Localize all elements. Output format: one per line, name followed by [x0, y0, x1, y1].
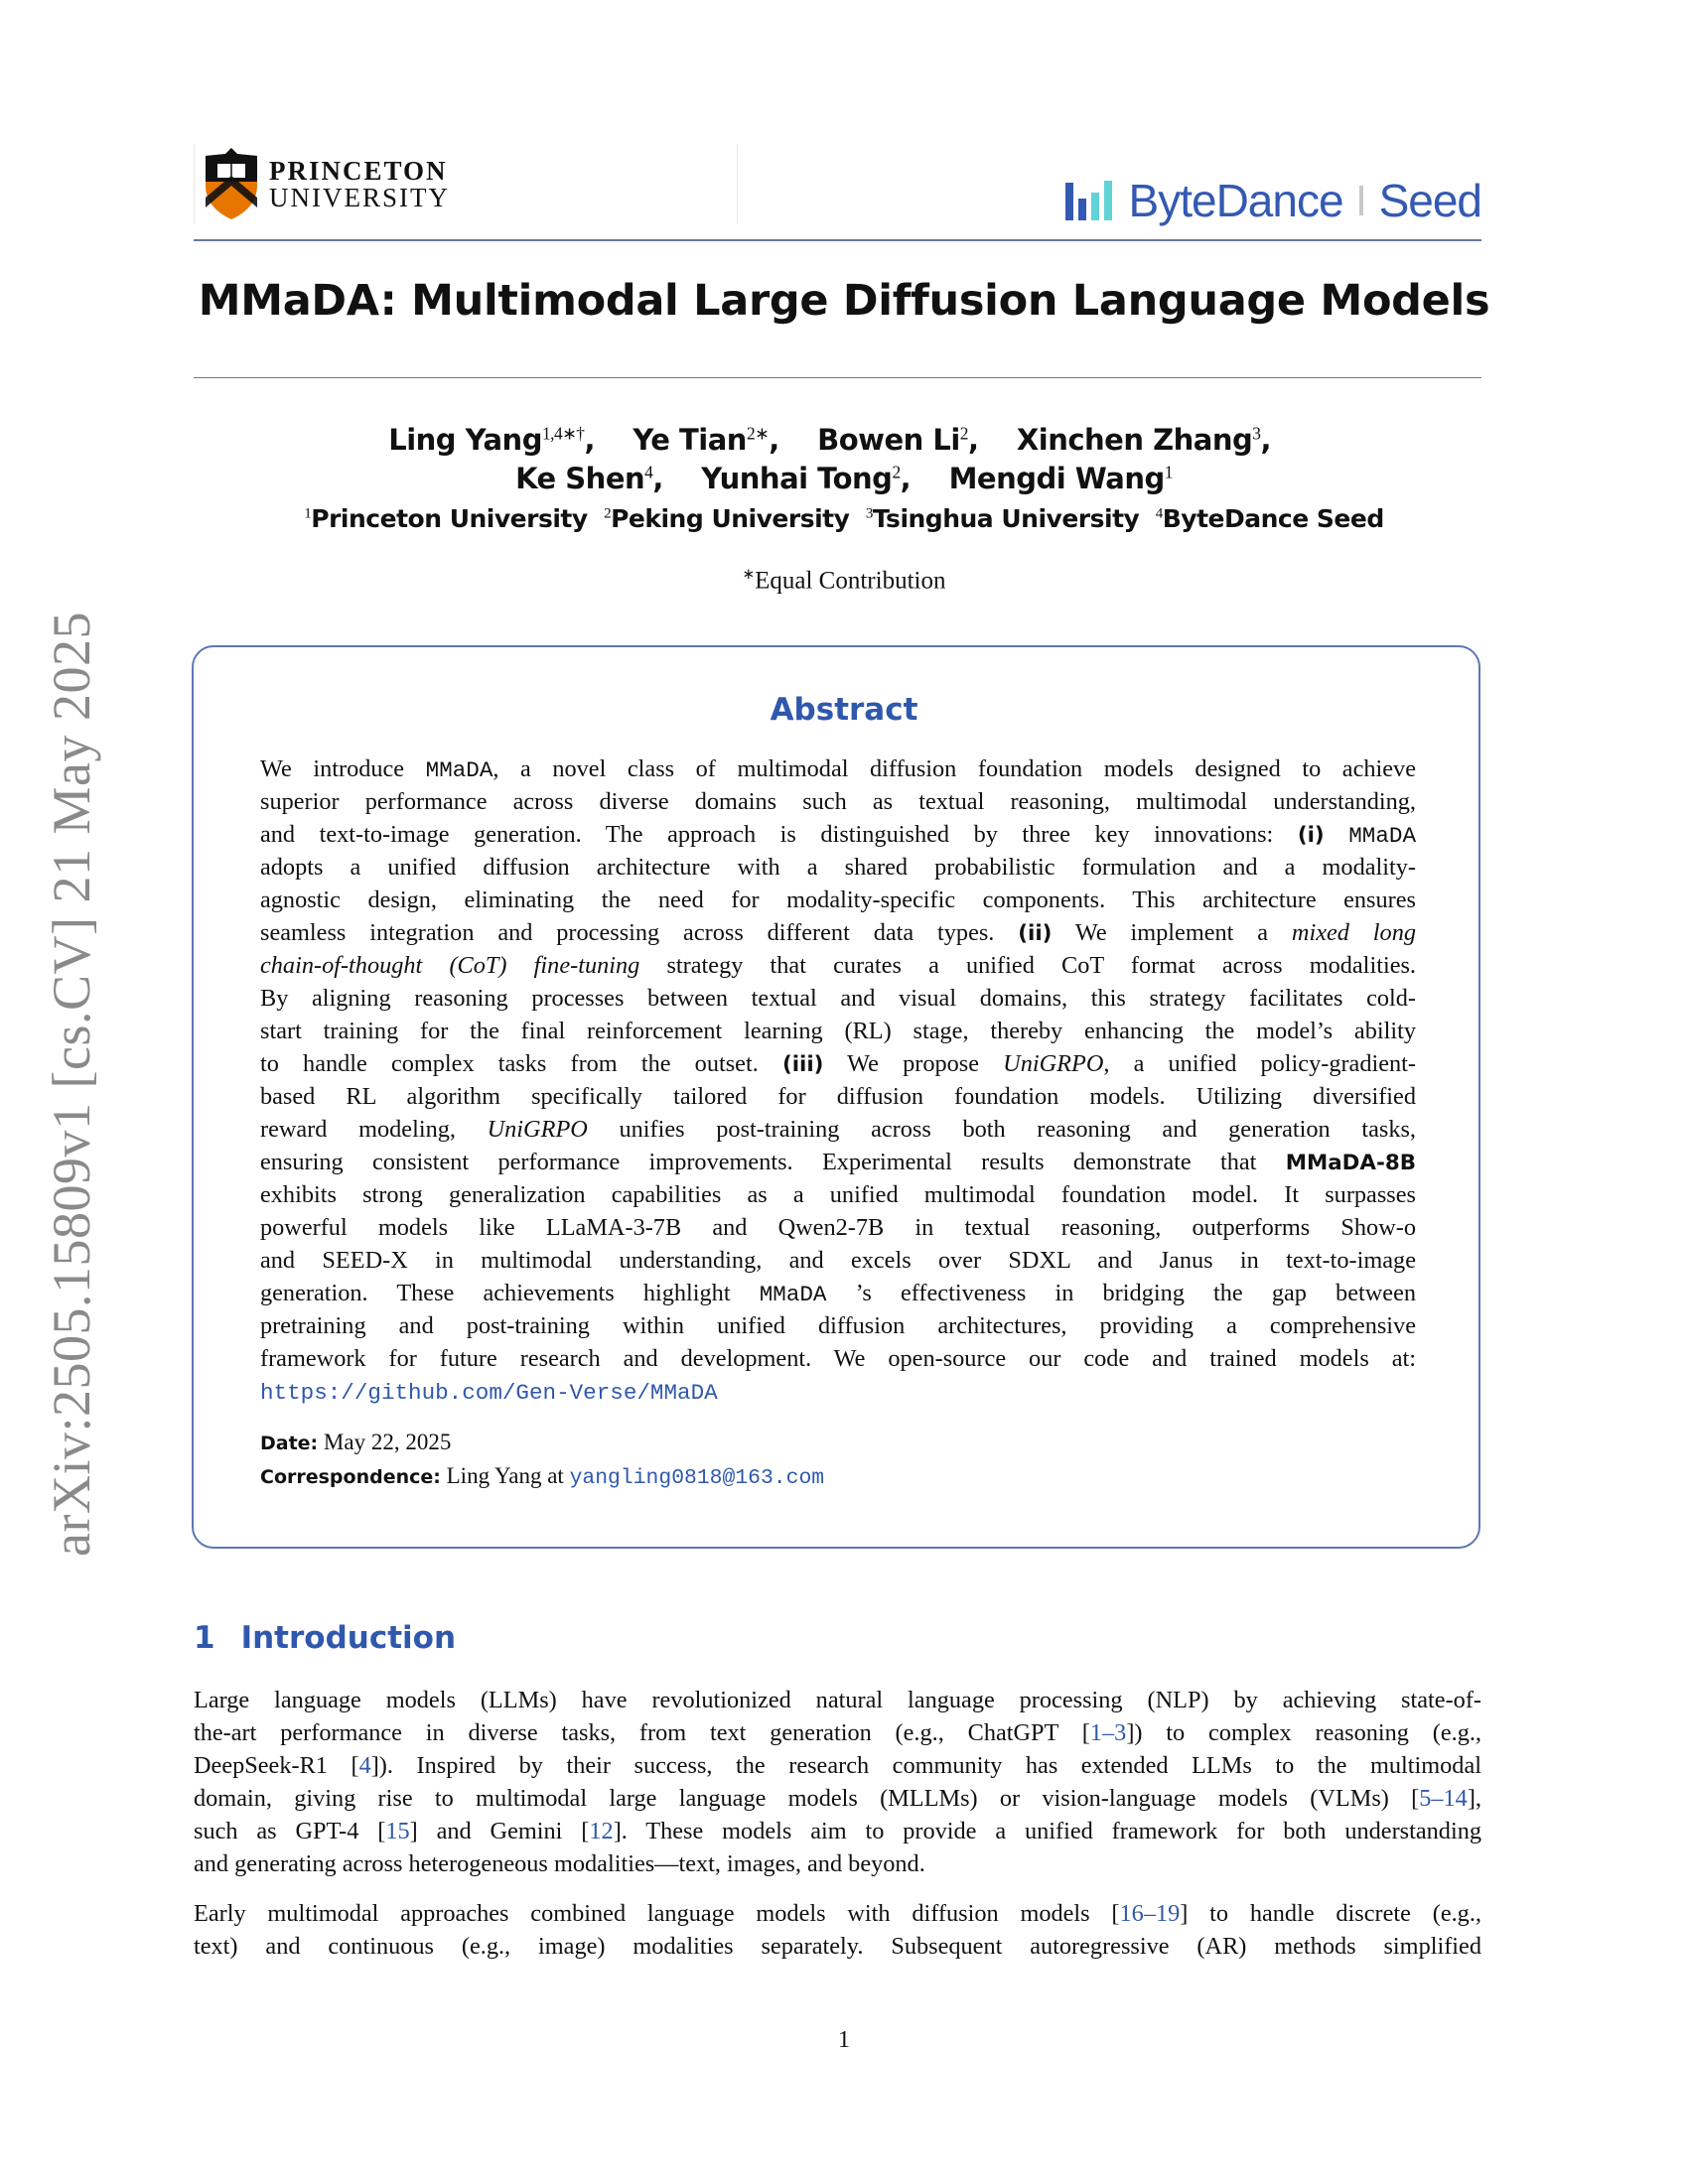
- text-span: ] and Gemini [: [409, 1818, 590, 1844]
- author: Mengdi Wang$^1$: [948, 462, 1173, 495]
- text-line: [260, 1277, 1416, 1309]
- text-line: [194, 1749, 1481, 1782]
- author: Yunhai Tong$^2$: [701, 462, 901, 495]
- text-span: ]. These models aim to provide a unified framework for both understanding: [613, 1818, 1481, 1844]
- text-span: and SEED-X in multimodal understanding, and excels over SDXL and Janus in text-to-image: [260, 1247, 1416, 1274]
- abstract-heading: Abstract: [770, 692, 918, 728]
- author: Bowen Li$^2$: [817, 423, 968, 457]
- authors-line2: Ke Shen$^4$, Yunhai Tong$^2$, Mengdi Wang$^1$: [515, 462, 1173, 495]
- text-line: [260, 752, 1416, 785]
- citation-link[interactable]: 1–3: [1089, 1719, 1127, 1746]
- text-line: [194, 1782, 1481, 1815]
- seed-text: Seed: [1378, 175, 1481, 226]
- text-span: By aligning reasoning processes between textual and visual domains, this strategy facilitates cold-: [260, 985, 1416, 1012]
- affiliations: [0, 504, 1688, 533]
- intro-paragraph-2: [194, 1897, 1481, 1963]
- author: Ye Tian$^{2∗}$: [633, 423, 770, 457]
- text-span: Large language models (LLMs) have revolutionized natural language processing (NLP) by achieving state-of-: [194, 1687, 1481, 1713]
- text-span: , a novel class of multimodal diffusion foundation models designed to achieve: [492, 755, 1416, 782]
- text-line: [260, 851, 1416, 884]
- text-line: [260, 1244, 1416, 1277]
- github-link[interactable]: https://github.com/Gen-Verse/MMaDA: [260, 1380, 718, 1406]
- text-span: We implement a: [1052, 919, 1292, 946]
- citation-link[interactable]: 16–19: [1119, 1900, 1181, 1927]
- text-line: [260, 1015, 1416, 1047]
- text-span: ]) to complex reasoning (e.g.,: [1126, 1719, 1481, 1746]
- text-span: MMaDA-8B: [1285, 1151, 1416, 1175]
- date-line: Date: May 22, 2025: [260, 1430, 452, 1454]
- text-line: [260, 949, 1416, 982]
- header-rule: [194, 239, 1481, 241]
- bytedance-text: ByteDance: [1128, 175, 1343, 226]
- text-span: , a unified policy-gradient-: [1103, 1050, 1417, 1077]
- text-span: ’s effectiveness in bridging the gap between: [826, 1280, 1417, 1306]
- text-line: [194, 1897, 1481, 1930]
- text-span: start training for the final reinforcement learning (RL) stage, thereby enhancing the model’s ability: [260, 1018, 1416, 1044]
- author: Ling Yang$^{1,4∗\dagger}$: [388, 423, 585, 457]
- affiliation: $^2$Peking University: [604, 504, 850, 533]
- text-span: chain-of-thought (CoT) fine-tuning: [260, 952, 640, 979]
- abstract-text: [260, 752, 1416, 1408]
- citation-link[interactable]: 12: [589, 1818, 614, 1844]
- text-span: to handle complex tasks from the outset.: [260, 1050, 782, 1077]
- citation-link[interactable]: 5–14: [1419, 1785, 1468, 1812]
- text-line: [260, 1113, 1416, 1146]
- equal-contribution-note: ∗Equal Contribution: [742, 567, 946, 595]
- text-span: ]). Inspired by their success, the research community has extended LLMs to the multimodal: [370, 1752, 1481, 1779]
- text-span: adopts a unified diffusion architecture with a shared probabilistic formulation and a modality-: [260, 854, 1416, 881]
- text-span: generation. These achievements highlight: [260, 1280, 760, 1306]
- text-span: exhibits strong generalization capabilities as a unified multimodal foundation model. It surpasses: [260, 1181, 1416, 1208]
- text-line: [194, 1930, 1481, 1963]
- text-line: [260, 916, 1416, 949]
- text-span: (iii): [781, 1052, 824, 1077]
- text-span: (ii): [1018, 921, 1053, 946]
- author: Ke Shen$^4$: [515, 462, 653, 495]
- text-span: agnostic design, eliminating the need for modality-specific components. This architecture ensures: [260, 887, 1416, 913]
- text-span: MMaDA: [759, 1282, 827, 1307]
- text-span: ensuring consistent performance improvements. Experimental results demonstrate that: [260, 1149, 1286, 1175]
- text-span: (i): [1297, 823, 1325, 848]
- text-line: [260, 1080, 1416, 1113]
- text-line: [260, 1375, 1416, 1408]
- text-span: ] to handle discrete (e.g.,: [1180, 1900, 1481, 1927]
- text-span: superior performance across diverse domains such as textual reasoning, multimodal understanding,: [260, 788, 1416, 815]
- text-line: [260, 785, 1416, 818]
- intro-paragraph-1: [194, 1684, 1481, 1880]
- text-span: such as GPT-4 [: [194, 1818, 386, 1844]
- text-span: domain, giving rise to multimodal large language models (MLLMs) or vision-language models (VLMs) [: [194, 1785, 1420, 1812]
- text-span: text) and continuous (e.g., image) modalities separately. Subsequent autoregressive (AR) methods simplified: [194, 1933, 1481, 1960]
- princeton-shield-icon: [202, 146, 261, 221]
- text-line: [260, 1178, 1416, 1211]
- text-span: based RL algorithm specifically tailored for diffusion foundation models. Utilizing diversified: [260, 1083, 1416, 1110]
- title-rule: [194, 377, 1481, 378]
- text-span: unifies post-training across both reasoning and generation tasks,: [587, 1116, 1416, 1143]
- section-heading-introduction: 1 Introduction: [194, 1620, 457, 1656]
- text-span: seamless integration and processing across different data types.: [260, 919, 1019, 946]
- text-line: [260, 818, 1416, 851]
- text-span: [1325, 821, 1349, 848]
- page-number: 1: [838, 2027, 850, 2053]
- author: Xinchen Zhang$^3$: [1016, 423, 1261, 457]
- text-span: MMaDA: [1348, 823, 1416, 849]
- arxiv-stamp: arXiv:2505.15809v1 [cs.CV] 21 May 2025: [42, 612, 101, 1557]
- text-span: DeepSeek-R1 [: [194, 1752, 359, 1779]
- text-line: [260, 1146, 1416, 1178]
- text-span: UniGRPO: [1003, 1050, 1104, 1077]
- princeton-logo: [194, 144, 472, 223]
- citation-link[interactable]: 4: [358, 1752, 371, 1779]
- text-span: pretraining and post-training within unified diffusion architectures, providing a comprehensive: [260, 1312, 1416, 1339]
- logo-divider: [1359, 186, 1363, 215]
- affiliation: $^1$Princeton University: [304, 504, 588, 533]
- text-span: MMaDA: [425, 757, 493, 783]
- text-span: and text-to-image generation. The approach is distinguished by three key innovations:: [260, 821, 1298, 848]
- text-span: strategy that curates a unified CoT format across modalities.: [639, 952, 1417, 979]
- citation-link[interactable]: 15: [385, 1818, 410, 1844]
- text-span: the-art performance in diverse tasks, from text generation (e.g., ChatGPT [: [194, 1719, 1090, 1746]
- text-line: [194, 1847, 1481, 1880]
- text-span: UniGRPO: [487, 1116, 588, 1143]
- text-span: Early multimodal approaches combined language models with diffusion models [: [194, 1900, 1120, 1927]
- text-span: powerful models like LLaMA-3-7B and Qwen2-7B in textual reasoning, outperforms Show-o: [260, 1214, 1416, 1241]
- text-line: [260, 982, 1416, 1015]
- text-span: and generating across heterogeneous modalities—text, images, and beyond.: [194, 1850, 925, 1877]
- text-line: [194, 1815, 1481, 1847]
- princeton-line2: UNIVERSITY: [269, 183, 450, 212]
- text-line: [260, 1047, 1416, 1080]
- affiliation: $^3$Tsinghua University: [865, 504, 1140, 533]
- email-link[interactable]: yangling0818@163.com: [569, 1466, 825, 1490]
- text-span: We introduce: [260, 755, 426, 782]
- text-line: [194, 1716, 1481, 1749]
- text-line: [260, 1342, 1416, 1375]
- text-line: [260, 1309, 1416, 1342]
- princeton-line1: PRINCETON: [269, 156, 448, 186]
- text-span: framework for future research and development. We open-source our code and trained models at:: [260, 1345, 1416, 1372]
- correspondence-line: Correspondence: Ling Yang at yangling0818@163.com: [260, 1463, 825, 1490]
- bytedance-seed-logo: [1065, 174, 1481, 227]
- text-line: [260, 884, 1416, 916]
- affiliation: $^4$ByteDance Seed: [1155, 504, 1384, 533]
- text-line: [194, 1684, 1481, 1716]
- authors-line1: Ling Yang$^{1,4∗\dagger}$, Ye Tian$^{2∗}$, Bowen Li$^2$, Xinchen Zhang$^3$,: [388, 423, 1300, 457]
- bytedance-bars-icon: [1065, 179, 1117, 222]
- header-logos: [194, 144, 1481, 233]
- paper-title: MMaDA: Multimodal Large Diffusion Language Models: [198, 276, 1490, 326]
- text-span: mixed long: [1291, 919, 1416, 946]
- text-span: ],: [1467, 1785, 1481, 1812]
- text-span: We propose: [823, 1050, 1004, 1077]
- text-line: [260, 1211, 1416, 1244]
- text-span: reward modeling,: [260, 1116, 488, 1143]
